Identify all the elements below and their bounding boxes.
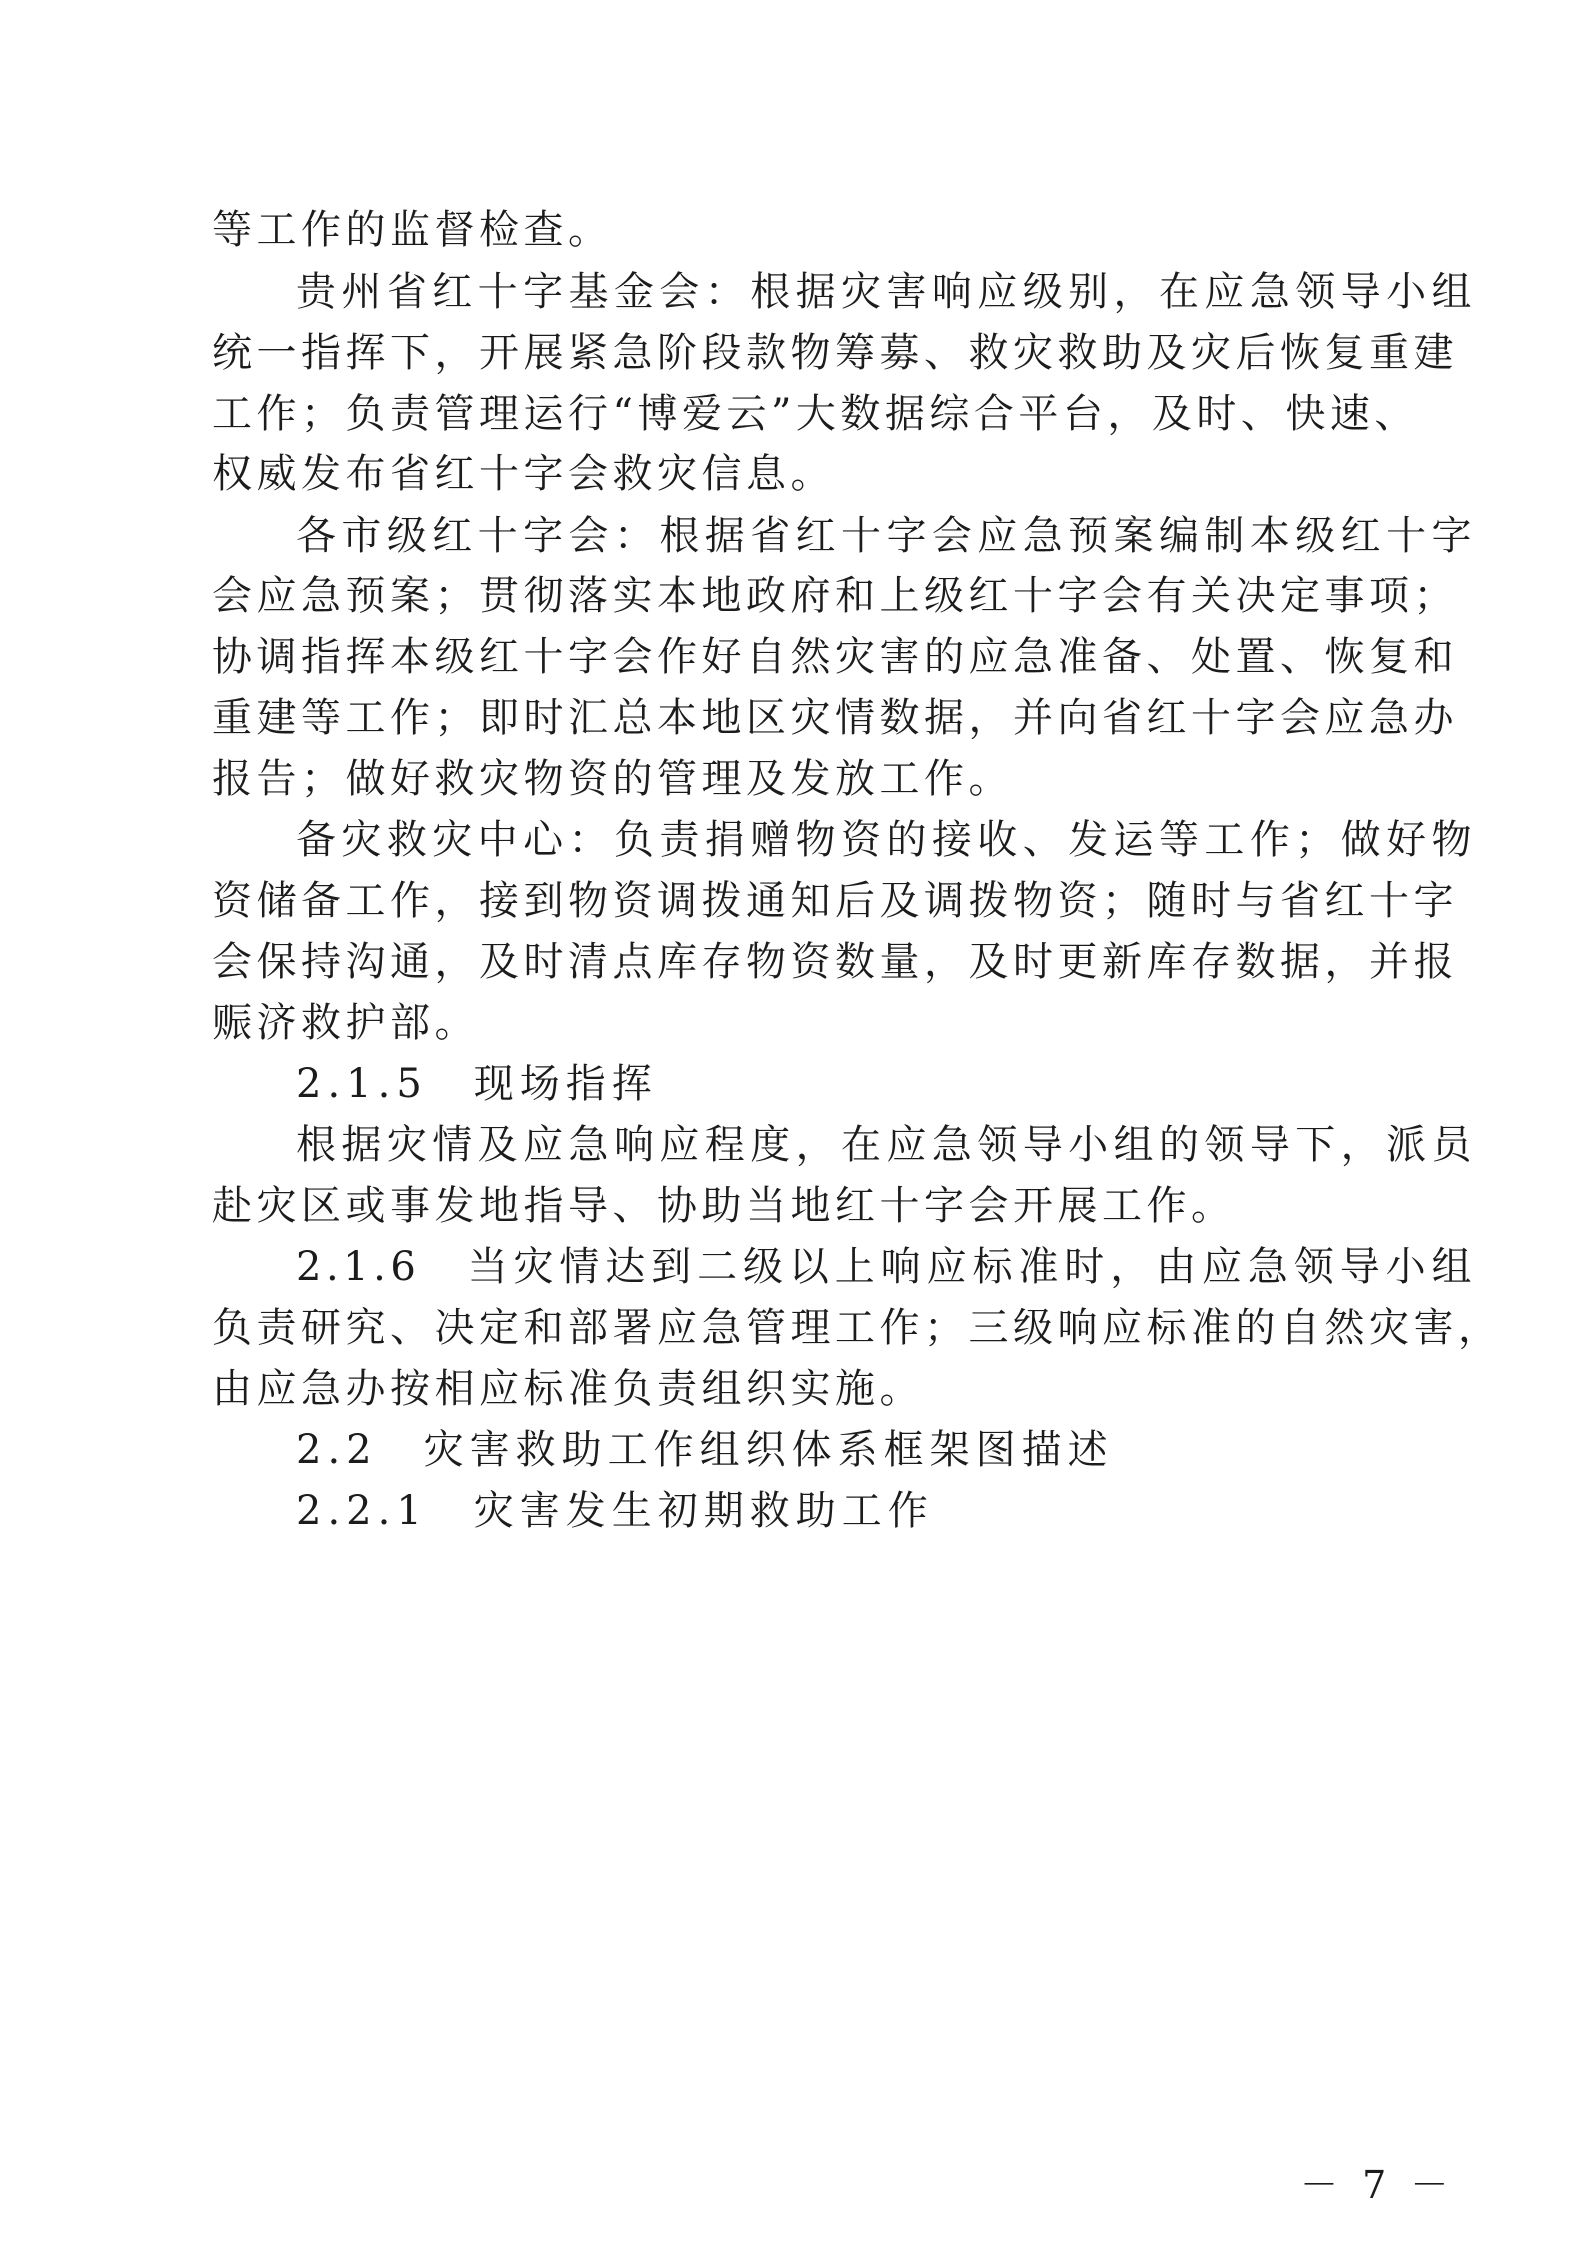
page-number: － 7 － (1300, 2163, 1455, 2207)
text-line: 贵州省红十字基金会：根据灾害响应级别，在应急领导小组 (296, 269, 1476, 315)
text-line: 赴灾区或事发地指导、协助当地红十字会开展工作。 (212, 1183, 1236, 1229)
text-line: 备灾救灾中心：负责捐赠物资的接收、发运等工作；做好物 (296, 817, 1476, 863)
text-line: 由应急办按相应标准负责组织实施。 (212, 1366, 924, 1412)
section-heading: 2.2.1 灾害发生初期救助工作 (296, 1488, 934, 1534)
text-line: 报告；做好救灾物资的管理及发放工作。 (212, 756, 1013, 802)
text-line: 各市级红十字会：根据省红十字会应急预案编制本级红十字 (296, 513, 1476, 559)
text-line: 重建等工作；即时汇总本地区灾情数据，并向省红十字会应急办 (212, 695, 1458, 741)
text-line: 等工作的监督检查。 (212, 207, 613, 253)
text-line: 协调指挥本级红十字会作好自然灾害的应急准备、处置、恢复和 (212, 634, 1458, 680)
text-line: 工作；负责管理运行“博爱云”大数据综合平台，及时、快速、 (212, 391, 1419, 437)
text-line: 资储备工作，接到物资调拨通知后及调拨物资；随时与省红十字 (212, 878, 1458, 924)
text-line: 2.1.6 当灾情达到二级以上响应标准时，由应急领导小组 (296, 1244, 1476, 1290)
text-line: 根据灾情及应急响应程度，在应急领导小组的领导下，派员 (296, 1122, 1476, 1168)
text-line: 赈济救护部。 (212, 1000, 479, 1046)
text-line: 权威发布省红十字会救灾信息。 (212, 451, 835, 497)
text-line: 会应急预案；贯彻落实本地政府和上级红十字会有关决定事项； (212, 573, 1458, 619)
text-line: 负责研究、决定和部署应急管理工作；三级响应标准的自然灾害， (212, 1305, 1503, 1351)
text-line: 统一指挥下，开展紧急阶段款物筹募、救灾救助及灾后恢复重建 (212, 330, 1458, 376)
text-line: 会保持沟通，及时清点库存物资数量，及时更新库存数据，并报 (212, 939, 1458, 985)
section-heading: 2.1.5 现场指挥 (296, 1061, 658, 1107)
section-heading: 2.2 灾害救助工作组织体系框架图描述 (296, 1427, 1114, 1473)
